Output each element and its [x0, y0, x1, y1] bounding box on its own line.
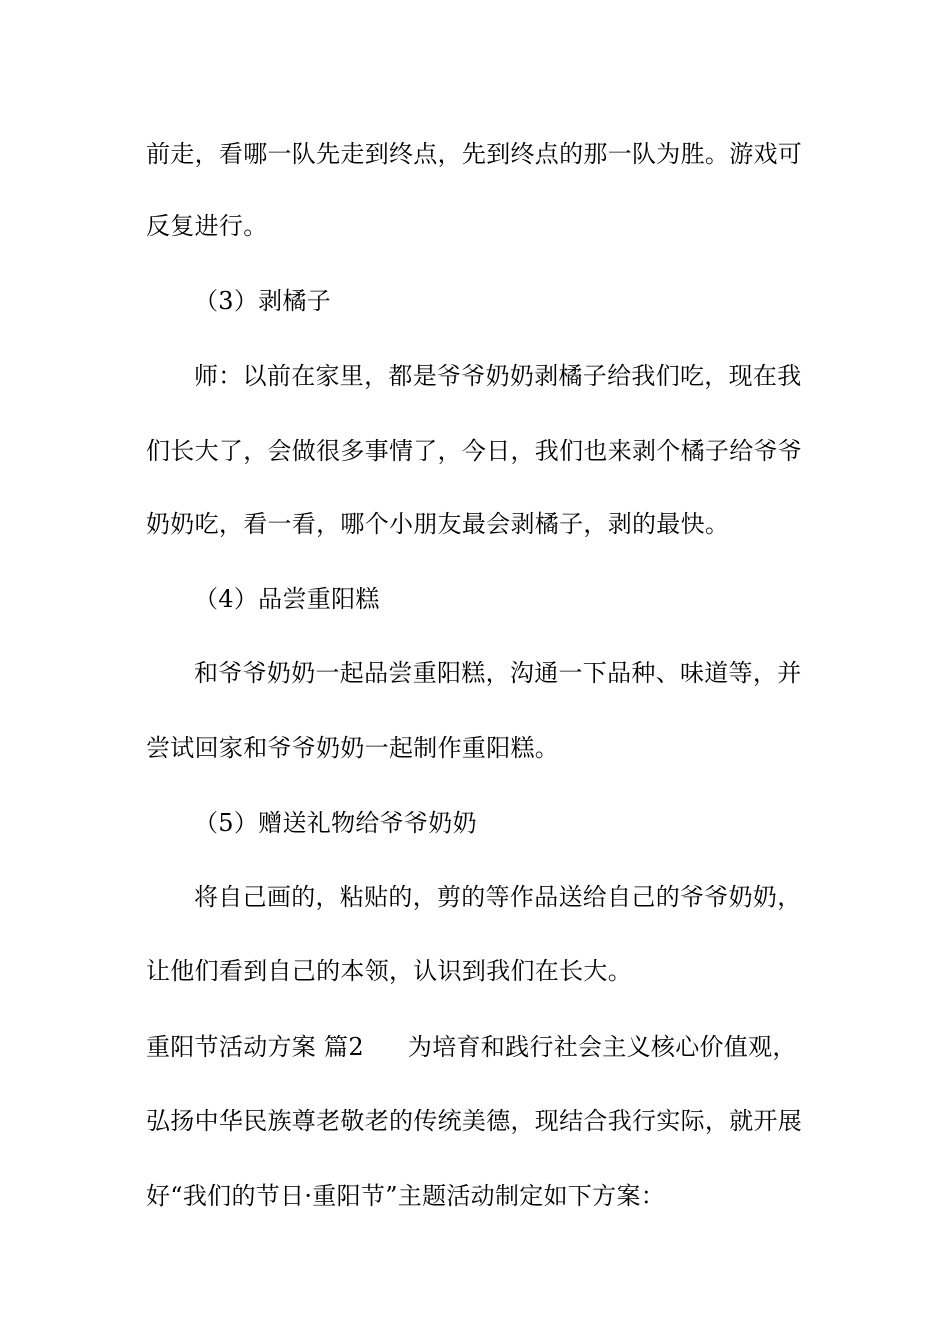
paragraph-line: 反复进行。 [146, 212, 268, 240]
section-heading: （3）剥橘子 [194, 287, 332, 315]
paragraph-line: 前走，看哪一队先走到终点，先到终点的那一队为胜。游戏可 [146, 140, 803, 168]
paragraph-line: 和爷爷奶奶一起品尝重阳糕，沟通一下品种、味道等，并 [194, 659, 802, 687]
paragraph-line: 将自己画的，粘贴的，剪的等作品送给自己的爷爷奶奶， [194, 883, 802, 911]
paragraph-line: 尝试回家和爷爷奶奶一起制作重阳糕。 [146, 734, 560, 762]
article-heading-line [146, 1032, 797, 1062]
section-heading: （5）赠送礼物给爷爷奶奶 [194, 809, 477, 837]
paragraph-line: 们长大了，会做很多事情了，今日，我们也来剥个橘子给爷爷 [146, 437, 803, 465]
paragraph-line: 让他们看到自己的本领，认识到我们在长大。 [146, 957, 632, 985]
paragraph-line: 师：以前在家里，都是爷爷奶奶剥橘子给我们吃，现在我 [194, 362, 802, 390]
section-heading: （4）品尝重阳糕 [194, 585, 380, 613]
paragraph-line: 好“我们的节日·重阳节”主题活动制定如下方案： [146, 1182, 666, 1210]
article-title: 重阳节活动方案 篇2 [146, 1033, 364, 1061]
article-intro: 为培育和践行社会主义核心价值观， [407, 1033, 797, 1061]
paragraph-line: 弘扬中华民族尊老敬老的传统美德，现结合我行实际，就开展 [146, 1107, 803, 1135]
paragraph-line: 奶奶吃，看一看，哪个小朋友最会剥橘子，剥的最快。 [146, 510, 730, 538]
